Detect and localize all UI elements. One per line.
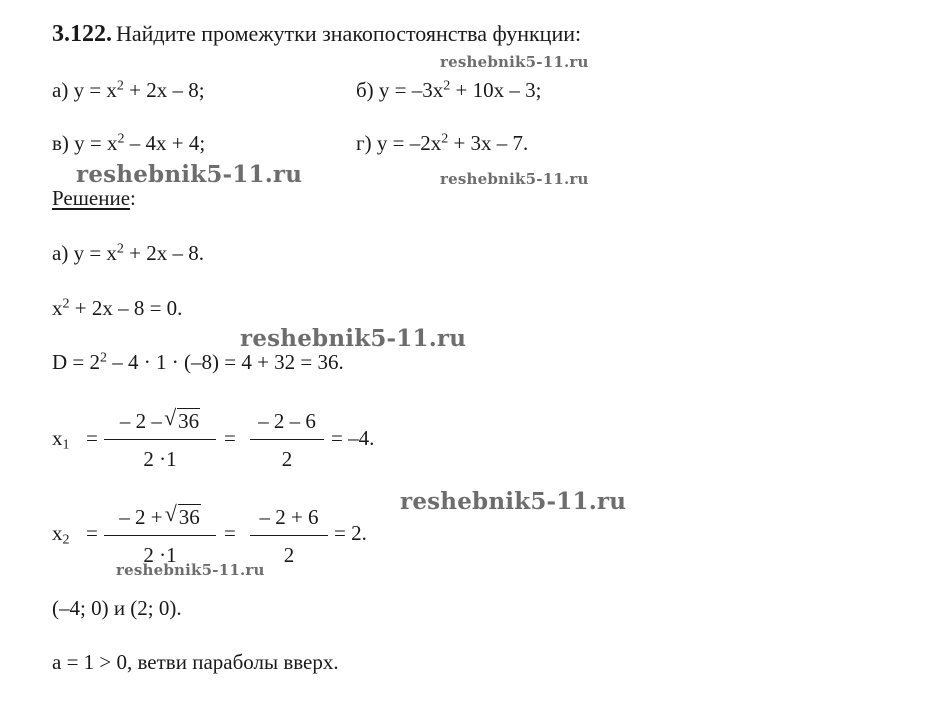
item-b: б) $y = -3x^2 + 10x - 3$; [356,78,542,102]
watermark: reshebnik5-11.ru [440,170,589,188]
watermark: reshebnik5-11.ru [240,325,467,352]
intersection-points: (–4; 0) и (2; 0). [52,596,182,620]
sqrt-symbol: √ 36 [164,501,200,529]
problem-text: Найдите промежутки знакопостоянства функции: [116,21,582,46]
problem-number: 3.122. [52,21,112,47]
item-v: в) $y = x^2 - 4x + 4$; [52,131,206,155]
x1-fraction-2: – 2 – 6 2 [250,411,324,470]
watermark: reshebnik5-11.ru [440,53,589,71]
solution-a-function: а) $y = x^2 + 2x - 8$. [52,241,205,265]
conclusion-line: a = 1 > 0, ветви параболы вверх. [52,650,339,674]
watermark: reshebnik5-11.ru [400,488,627,515]
sqrt-symbol: √ 36 [164,405,200,433]
watermark: reshebnik5-11.ru [76,161,303,188]
equation-line: $x^2 + 2x - 8 = 0$. [52,296,183,320]
x1-label: $x_1$ [52,426,70,453]
x2-result: = 2. [334,521,367,545]
item-a: а) $y = x^2 + 2x - 8$; [52,78,205,102]
item-g: г) $y = -2x^2 + 3x - 7$. [356,131,529,155]
x1-fraction-1: – 2 – √ 36 2 ·1 [104,411,216,470]
x2-fraction-2: – 2 + 6 2 [250,507,328,566]
x1-equals: = [86,426,98,450]
x2-equals: = [86,521,98,545]
discriminant-line: $D = 2^2 - 4 \cdot 1 \cdot (-8) = 4 + 32 = 36$. [52,350,344,374]
problem-header [52,21,581,48]
watermark: reshebnik5-11.ru [116,561,265,579]
solution-heading: Решение: [52,186,136,210]
x1-equals-2: = [224,426,236,450]
x2-equals-2: = [224,521,236,545]
x1-result: = –4. [331,426,375,450]
x2-label: $x_2$ [52,521,70,548]
x2-fraction-1: – 2 + √ 36 2 ·1 [104,507,216,566]
